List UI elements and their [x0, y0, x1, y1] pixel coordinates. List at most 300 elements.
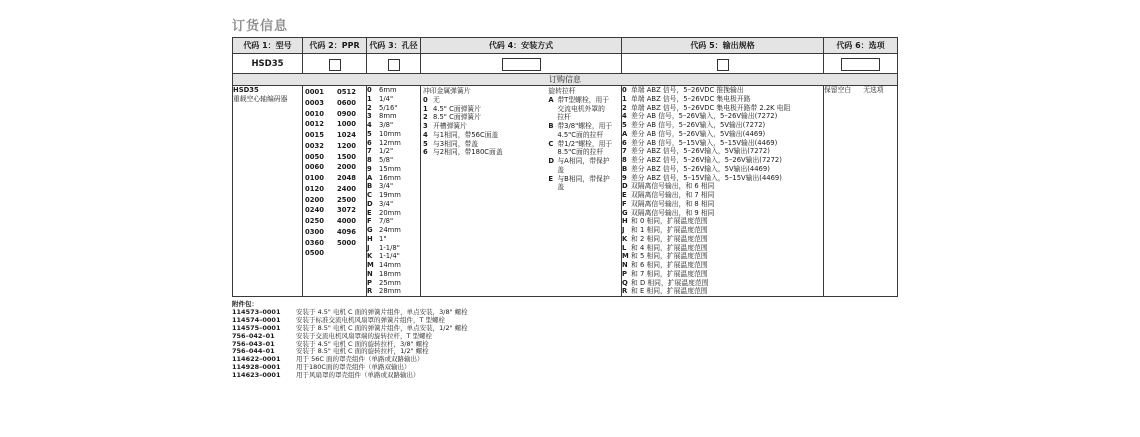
- mount-code: [548, 131, 557, 140]
- bore-size: 12mm: [379, 138, 401, 147]
- bore-code: 7: [367, 147, 372, 156]
- ppr-row: [305, 99, 356, 108]
- bore-code: K: [367, 252, 373, 261]
- output-code: J: [622, 226, 625, 234]
- bore-list: [367, 86, 420, 296]
- mount-tether-row: [548, 122, 621, 131]
- mount-tether-row: [548, 113, 621, 122]
- mount-tether-row: [548, 183, 621, 192]
- ppr-value: [337, 249, 356, 258]
- mount-code: [548, 183, 557, 192]
- mount-spring-column: [421, 86, 548, 193]
- output-text: 差分 ABZ 信号，5–26V输入，5V输出(4469): [631, 164, 770, 173]
- bore-cell: [367, 86, 421, 297]
- bore-code: G: [367, 226, 373, 234]
- ppr-row: [305, 239, 356, 248]
- mount-spring-list: [423, 96, 546, 157]
- bore-size: 1": [379, 234, 387, 243]
- ppr-row: [305, 185, 356, 194]
- bore-row: [367, 217, 420, 226]
- output-code: 6: [622, 138, 627, 147]
- bore-row: [367, 156, 420, 165]
- mount-spring-row: [423, 148, 546, 157]
- bore-size: 10mm: [379, 129, 401, 138]
- mount-spring-row: [423, 105, 546, 114]
- bore-size: 6mm: [379, 86, 397, 94]
- bore-input-box[interactable]: [388, 59, 400, 71]
- ppr-select-cell: [303, 54, 367, 74]
- option-row: [824, 86, 897, 95]
- header-code1: 代码 1：型号: [233, 38, 303, 54]
- mount-spring-row: [423, 96, 546, 105]
- output-code: D: [622, 182, 628, 191]
- bore-row: [367, 174, 420, 183]
- mount-input-box[interactable]: [502, 58, 541, 71]
- accessory-part-number: 114575–0001: [232, 323, 281, 332]
- output-row: [622, 86, 823, 95]
- output-code: P: [622, 269, 627, 278]
- bore-code: B: [367, 182, 373, 191]
- output-code: 1: [622, 94, 627, 103]
- bore-row: [367, 165, 420, 174]
- output-text: 和 6 相同，扩展温度范围: [631, 261, 708, 269]
- bore-code: P: [367, 278, 372, 287]
- output-row: [622, 174, 823, 183]
- output-row: [622, 270, 823, 279]
- output-code: 2: [622, 103, 627, 112]
- bore-row: [367, 139, 420, 148]
- bore-row: [367, 95, 420, 104]
- accessory-description: 安装于 8.5" 电机 C 面的旋转拉杆，1/2" 螺栓: [296, 347, 429, 356]
- header-code6: 代码 6：选项: [824, 38, 898, 54]
- mount-text: 与2相同，带180C面盖: [433, 148, 503, 157]
- accessories-heading: 附件包：: [232, 300, 258, 308]
- model-cell: [233, 86, 303, 297]
- bore-size: 1/2": [379, 147, 394, 156]
- output-text: 双隔离信号输出，和 6 相同: [631, 182, 715, 191]
- output-text: 差分 ABZ 信号，5–26V输入，5V输出(7272): [631, 147, 770, 156]
- ppr-value: 2500: [337, 195, 356, 204]
- accessory-description: 安装于 4.5" 电机 C 面的旋转拉杆，3/8" 螺栓: [296, 339, 429, 348]
- output-code: 7: [622, 147, 627, 156]
- bore-code: F: [367, 217, 372, 226]
- output-code: Q: [622, 278, 628, 287]
- ppr-row: [305, 206, 356, 215]
- bore-code: 6: [367, 138, 372, 147]
- mount-tether-heading: 旋转拉杆: [548, 87, 576, 95]
- bore-code: M: [367, 261, 374, 269]
- accessory-part-number: 114573–0001: [232, 307, 281, 316]
- order-code-table: [232, 37, 898, 297]
- mount-text: 开槽弹簧片: [433, 122, 467, 130]
- output-text: 和 0 相同，扩展温度范围: [631, 217, 708, 226]
- mount-code: 6: [423, 148, 428, 157]
- accessory-description: 安装于交流电机风扇罩端的旋转拉杆，T 型螺栓: [296, 331, 433, 340]
- mount-text: 8.5"C面的拉杆: [557, 148, 604, 157]
- ppr-value: 0250: [305, 217, 324, 225]
- output-text: 单端 ABZ 信号，5–26VDC 推挽输出: [631, 86, 744, 94]
- bore-row: [367, 209, 420, 218]
- ppr-value: 0240: [305, 206, 324, 215]
- ppr-value: 0001: [305, 88, 324, 96]
- accessory-description: 安装于 8.5" 电机 C 面的弹簧片组件，单点安装，1/2" 螺栓: [296, 323, 468, 332]
- bore-row: [367, 121, 420, 130]
- ppr-value: 0003: [305, 98, 324, 107]
- ppr-value: 0032: [305, 141, 324, 150]
- output-text: 单端 ABZ 信号，5–26VDC 集电极开路: [631, 94, 751, 103]
- bore-size: 14mm: [379, 261, 401, 269]
- output-code: F: [622, 199, 627, 208]
- mount-tether-row: [548, 148, 621, 157]
- bore-row: [367, 279, 420, 288]
- ppr-row: [305, 217, 356, 226]
- output-text: 和 5 相同，扩展温度范围: [631, 252, 708, 261]
- output-list: [622, 86, 823, 296]
- order-info-label: 订购信息: [233, 74, 898, 86]
- ppr-value: 2048: [337, 174, 356, 182]
- output-row: [622, 287, 823, 296]
- ppr-value: 0050: [305, 152, 324, 161]
- ppr-input-box[interactable]: [329, 59, 341, 71]
- mount-spring-row: [423, 113, 546, 122]
- bore-code: A: [367, 173, 373, 182]
- mount-code: 3: [423, 122, 428, 130]
- option-reserved: 保留空白: [824, 86, 852, 94]
- mount-spring-heading: 冲印金属弹簧片: [423, 87, 471, 95]
- output-row: [622, 121, 823, 130]
- ppr-row: [305, 163, 356, 172]
- ppr-row: [305, 174, 356, 183]
- bore-code: D: [367, 199, 373, 208]
- bore-size: 5/8": [379, 156, 394, 164]
- output-text: 差分 ABZ 信号，5–26V输入，5–26V输出(7272): [631, 156, 782, 164]
- ppr-row: [305, 88, 356, 97]
- ppr-value: 0010: [305, 109, 324, 118]
- mount-tether-column: [548, 86, 621, 193]
- order-info-row: [233, 74, 898, 86]
- bore-code: H: [367, 234, 373, 243]
- bore-size: 28mm: [379, 287, 401, 296]
- bore-code: R: [367, 287, 373, 296]
- bore-size: 7/8": [379, 217, 394, 226]
- mount-text: 盖: [557, 183, 565, 192]
- output-code: E: [622, 191, 627, 199]
- output-row: [622, 165, 823, 174]
- output-text: 双隔离信号输出，和 9 相同: [631, 208, 715, 217]
- accessories-section: [232, 301, 897, 380]
- bore-size: 15mm: [379, 164, 401, 173]
- ppr-value: 0360: [305, 238, 324, 247]
- bore-row: [367, 287, 420, 296]
- output-text: 双隔离信号输出，和 8 相同: [631, 199, 715, 208]
- accessory-part-number: 114574–0001: [232, 315, 281, 324]
- mount-text: 交流电机外罩的: [557, 104, 605, 113]
- output-text: 差分 AB 信号，5–26V输入，5V输出(4469): [631, 129, 766, 138]
- output-text: 和 7 相同，扩展温度范围: [631, 269, 708, 278]
- mount-text: 与3相同，带盖: [433, 139, 479, 148]
- option-none: 无选项: [863, 86, 884, 94]
- ppr-row: [305, 153, 356, 162]
- ppr-value: 0900: [337, 109, 356, 118]
- option-cell: [824, 86, 898, 297]
- output-select-cell: [622, 54, 824, 74]
- ppr-value: 0060: [305, 163, 324, 172]
- mount-text: 带3/8"螺栓，用于: [557, 122, 613, 130]
- mount-code: B: [548, 122, 554, 130]
- mount-text: 与1相同，带56C面盖: [433, 130, 499, 139]
- option-input-box[interactable]: [841, 58, 880, 71]
- header-code5: 代码 5：输出规格: [622, 38, 824, 54]
- mount-tether-row: [548, 157, 621, 166]
- output-row: [622, 226, 823, 235]
- mount-code: 0: [423, 95, 428, 104]
- ppr-value: 0120: [305, 184, 324, 193]
- bore-row: [367, 235, 420, 244]
- ppr-value: 0600: [337, 98, 356, 107]
- ppr-value: 5000: [337, 238, 356, 247]
- output-row: [622, 104, 823, 113]
- bore-code: 2: [367, 103, 372, 112]
- bore-size: 3/4": [379, 199, 394, 208]
- bore-size: 1-1/4": [379, 252, 400, 261]
- output-code: L: [622, 243, 627, 252]
- mount-tether-list: [548, 96, 621, 192]
- ppr-cell: [303, 86, 367, 297]
- accessory-description: 用于180C面的罩壳组件（单路双输出）: [296, 363, 411, 372]
- ppr-value: 2400: [337, 184, 356, 193]
- bore-row: [367, 200, 420, 209]
- ppr-row: [305, 228, 356, 237]
- mount-code: 4: [423, 130, 428, 139]
- bore-row: [367, 130, 420, 139]
- bore-size: 3/8": [379, 121, 394, 129]
- output-code: 5: [622, 121, 627, 129]
- output-code: R: [622, 287, 628, 296]
- accessory-description: 安装于标准交流电机风扇罩的弹簧片组件，T 型螺栓: [296, 315, 446, 324]
- output-cell: [622, 86, 824, 297]
- mount-text: 盖: [557, 165, 565, 174]
- mount-code: [548, 113, 557, 122]
- ppr-row: [305, 249, 356, 258]
- output-text: 和 D 相同，扩展温度范围: [631, 278, 709, 287]
- output-text: 差分 AB 信号，5–15V输入，5–15V输出(4469): [631, 138, 778, 147]
- output-input-box[interactable]: [717, 59, 729, 71]
- ppr-value: 0100: [305, 174, 324, 182]
- ppr-row: [305, 196, 356, 205]
- output-text: 双隔离信号输出，和 7 相同: [631, 191, 715, 199]
- mount-tether-row: [548, 131, 621, 140]
- ppr-list: [303, 86, 358, 260]
- bore-size: 24mm: [379, 226, 401, 234]
- mount-spring-row: [423, 140, 546, 149]
- mount-code: A: [548, 95, 554, 104]
- output-code: H: [622, 217, 628, 226]
- accessories-list: [232, 309, 897, 380]
- ppr-row: [305, 110, 356, 119]
- bore-row: [367, 252, 420, 261]
- output-row: [622, 139, 823, 148]
- model-code: HSD35: [233, 54, 303, 74]
- output-row: [622, 112, 823, 121]
- output-code: N: [622, 261, 628, 269]
- ppr-row: [305, 142, 356, 151]
- ppr-value: 0015: [305, 131, 324, 139]
- accessory-description: 用于风扇罩的罩壳组件（单路或双路输出）: [296, 371, 420, 380]
- bore-size: 1/4": [379, 94, 394, 103]
- ppr-value: 0012: [305, 120, 324, 129]
- output-row: [622, 200, 823, 209]
- options-body-row: [233, 86, 898, 297]
- ppr-value: 1000: [337, 120, 356, 129]
- mount-spring-row: [423, 122, 546, 131]
- bore-code: 1: [367, 94, 372, 103]
- bore-code: 0: [367, 86, 372, 94]
- bore-row: [367, 226, 420, 235]
- output-text: 单端 ABZ 信号，5–26VDC 集电极开路带 2.2K 电阻: [631, 103, 791, 112]
- ppr-value: 2000: [337, 163, 356, 172]
- option-select-cell: [824, 54, 898, 74]
- mount-text: 带1/2"螺栓，用于: [557, 139, 613, 148]
- bore-code: 8: [367, 156, 372, 164]
- mount-text: 与B相同，带保护: [557, 174, 610, 183]
- output-text: 差分 AB 信号，5–26V输入，5–26V输出(7272): [631, 112, 778, 121]
- bore-size: 19mm: [379, 191, 401, 199]
- bore-code: E: [367, 208, 372, 217]
- mount-cell: [421, 86, 622, 297]
- bore-row: [367, 86, 420, 95]
- bore-row: [367, 104, 420, 113]
- mount-code: C: [548, 139, 554, 148]
- ppr-value: 1024: [337, 131, 356, 139]
- output-text: 和 1 相同，扩展温度范围: [631, 226, 708, 234]
- header-code2: 代码 2：PPR: [303, 38, 367, 54]
- bore-row: [367, 112, 420, 121]
- output-text: 差分 ABZ 信号，5–15V输入，5–15V输出(4469): [631, 173, 782, 182]
- bore-code: C: [367, 191, 372, 199]
- bore-code: 3: [367, 112, 372, 121]
- accessory-part-number: 756–042–01: [232, 331, 275, 340]
- output-row: [622, 279, 823, 288]
- output-row: [622, 147, 823, 156]
- bore-select-cell: [367, 54, 421, 74]
- accessory-part-number: 114623–0001: [232, 371, 281, 380]
- output-text: 和 4 相同，扩展温度范围: [631, 243, 708, 252]
- mount-tether-row: [548, 140, 621, 149]
- ppr-value: 0200: [305, 195, 324, 204]
- mount-code: [548, 148, 557, 157]
- mount-text: 8.5" C面弹簧片: [433, 113, 482, 122]
- output-row: [622, 130, 823, 139]
- mount-text: 4.5"C面的拉杆: [557, 130, 604, 139]
- bore-code: 5: [367, 129, 372, 138]
- output-row: [622, 191, 823, 200]
- mount-code: E: [548, 174, 554, 183]
- accessory-description: 用于 56C 面的罩壳组件（单路或双路输出）: [296, 355, 424, 364]
- section-title: 订货信息: [232, 19, 289, 34]
- output-row: [622, 182, 823, 191]
- mount-tether-row: [548, 175, 621, 184]
- output-text: 差分 AB 信号，5–26V输入，5V输出(7272): [631, 121, 766, 129]
- ppr-value: 0500: [305, 249, 324, 258]
- output-code: 8: [622, 156, 627, 164]
- ppr-value: 1500: [337, 152, 356, 161]
- bore-size: 3/4": [379, 182, 394, 191]
- mount-tether-row: [548, 96, 621, 105]
- bore-row: [367, 261, 420, 270]
- ppr-value: 1200: [337, 141, 356, 150]
- bore-size: 20mm: [379, 208, 401, 217]
- output-row: [622, 244, 823, 253]
- mount-code: [548, 166, 557, 175]
- accessory-part-number: 756–044–01: [232, 347, 275, 356]
- output-row: [622, 95, 823, 104]
- mount-text: 无: [433, 95, 440, 104]
- bore-code: 4: [367, 121, 372, 129]
- output-code: B: [622, 164, 628, 173]
- bore-row: [367, 191, 420, 200]
- bore-code: 9: [367, 164, 372, 173]
- mount-text: 拉杆: [557, 113, 571, 122]
- mount-code: [548, 105, 557, 114]
- bore-size: 18mm: [379, 269, 401, 278]
- mount-tether-row: [548, 105, 621, 114]
- mount-text: 与A相同，带保护: [557, 157, 610, 165]
- header-code3: 代码 3：孔径: [367, 38, 421, 54]
- bore-size: 1-1/8": [379, 243, 400, 252]
- mount-text: 带T型螺栓，用于: [557, 95, 610, 104]
- bore-size: 8mm: [379, 112, 397, 121]
- ppr-row: [305, 120, 356, 129]
- output-code: M: [622, 252, 629, 261]
- mount-spring-row: [423, 131, 546, 140]
- mount-code: 1: [423, 104, 428, 113]
- output-code: K: [622, 234, 628, 243]
- mount-code: 5: [423, 139, 428, 148]
- output-code: 4: [622, 112, 627, 121]
- ppr-value: 3072: [337, 206, 356, 215]
- bore-code: N: [367, 269, 373, 278]
- output-code: 9: [622, 173, 627, 182]
- mount-code: D: [548, 157, 555, 165]
- output-text: 和 2 相同，扩展温度范围: [631, 234, 708, 243]
- header-row: [233, 38, 898, 54]
- output-row: [622, 252, 823, 261]
- bore-code: J: [367, 243, 370, 252]
- accessory-description: 安装于 4.5" 电机 C 面的弹簧片组件，单点安装，3/8" 螺栓: [296, 307, 468, 316]
- accessory-part-number: 756–043–01: [232, 339, 275, 348]
- output-row: [622, 209, 823, 218]
- output-code: G: [622, 208, 628, 217]
- bore-row: [367, 270, 420, 279]
- ppr-value: 4000: [337, 217, 356, 225]
- bore-row: [367, 182, 420, 191]
- accessory-row: [232, 372, 897, 380]
- output-row: [622, 156, 823, 165]
- mount-tether-row: [548, 166, 621, 175]
- mount-text: 4.5" C面弹簧片: [433, 104, 482, 113]
- bore-size: 25mm: [379, 278, 401, 287]
- output-code: A: [622, 129, 628, 138]
- ordering-info-section: [232, 18, 897, 380]
- output-row: [622, 235, 823, 244]
- output-row: [622, 217, 823, 226]
- accessory-part-number: 114928–0001: [232, 363, 281, 372]
- mount-code: 2: [423, 113, 428, 122]
- ppr-row: [305, 131, 356, 140]
- output-text: 和 E 相同，扩展温度范围: [631, 287, 708, 296]
- output-row: [622, 261, 823, 270]
- bore-size: 16mm: [379, 173, 401, 182]
